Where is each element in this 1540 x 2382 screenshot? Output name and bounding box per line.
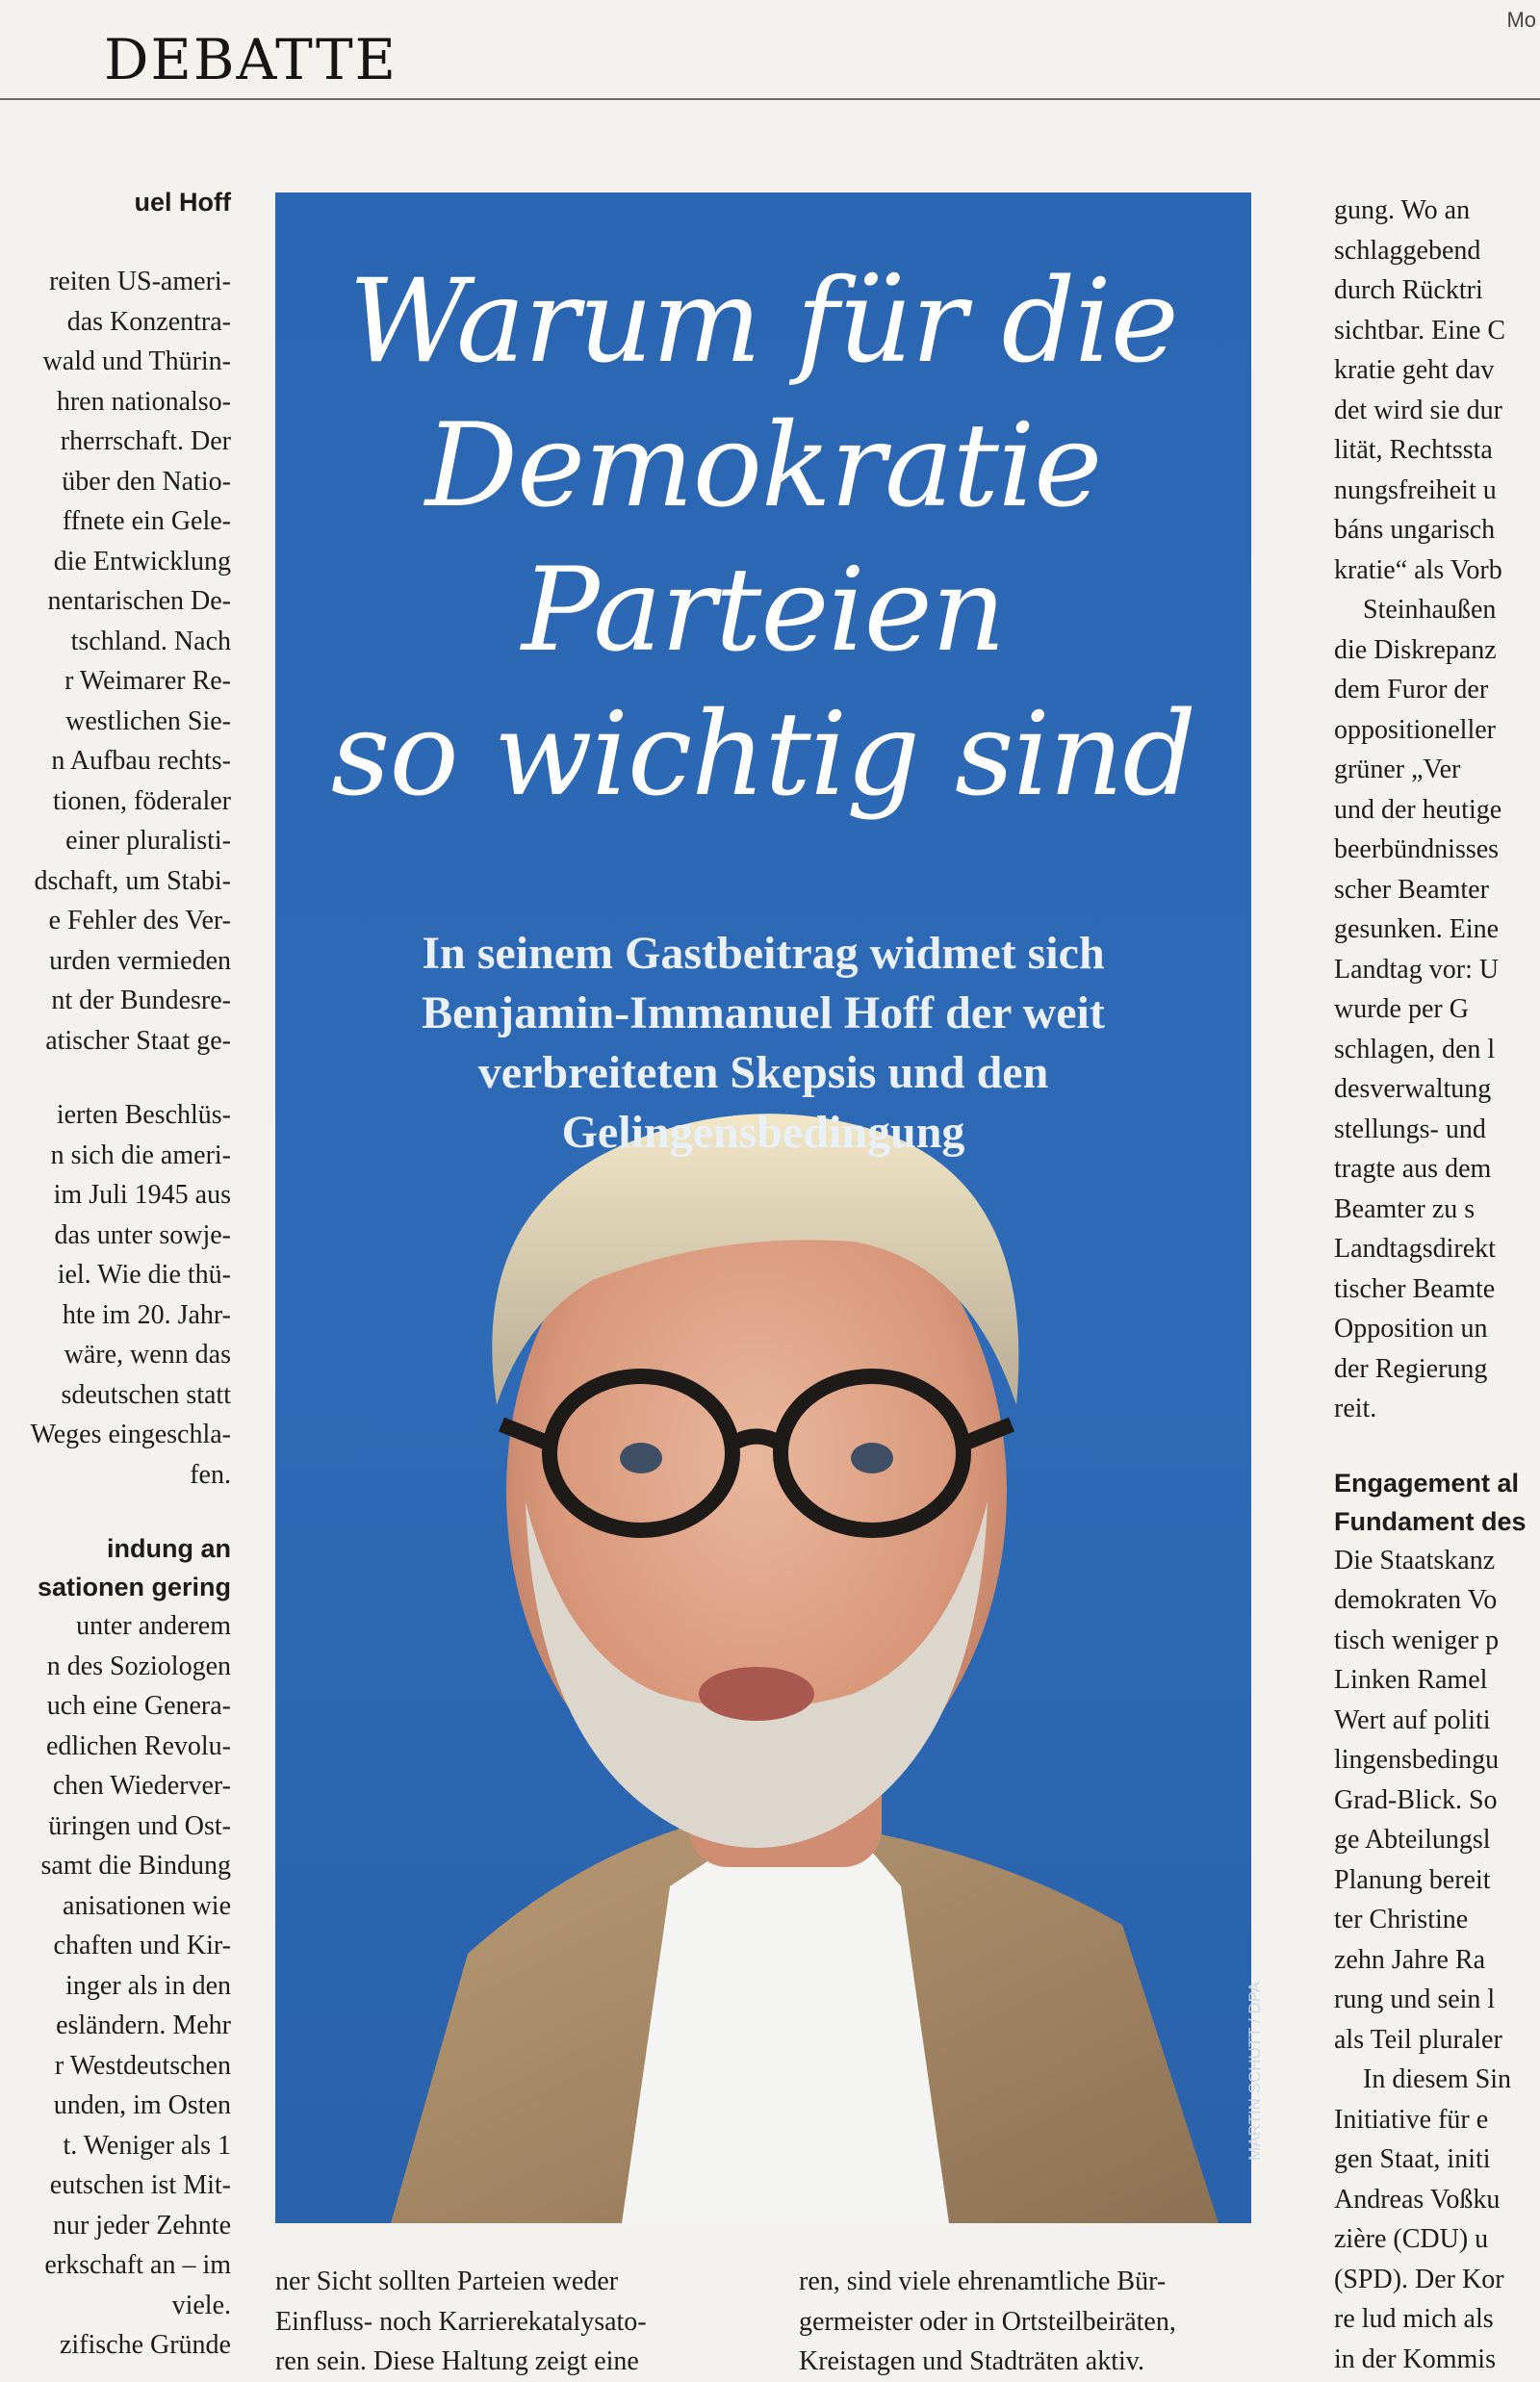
subheading-line: sationen gering: [37, 1573, 231, 1601]
text-line: tschland. Nach: [70, 626, 231, 656]
text-line: n des Soziologen: [46, 1651, 231, 1681]
text-line: scher Beamter: [1334, 874, 1489, 905]
text-line: viele.: [171, 2290, 231, 2320]
text-line: schlagen, den l: [1334, 1034, 1496, 1064]
text-line: zière (CDU) u: [1334, 2224, 1489, 2254]
text-line: n Aufbau rechts-: [51, 746, 231, 776]
text-line: edlichen Revolu-: [45, 1730, 231, 1761]
text-line: Kreistagen und Stadträten aktiv.: [799, 2346, 1144, 2376]
spacer: [1334, 1429, 1540, 1464]
subheading: [0, 1529, 231, 1606]
text-line: ter Christine: [1334, 1905, 1469, 1934]
headline: [275, 250, 1251, 828]
text-line: iel. Wie die thü-: [57, 1260, 231, 1290]
text-line: Steinhaußen: [1363, 595, 1497, 625]
text-line: desverwaltung: [1334, 1074, 1492, 1104]
hero-image-panel: [275, 192, 1264, 2223]
text-line: urden vermieden: [49, 945, 231, 976]
subheadline-line: Benjamin-Immanuel Hoff der weit: [422, 987, 1105, 1038]
text-line: beerbündnisses: [1334, 834, 1500, 864]
text-line: oppositioneller: [1334, 714, 1496, 745]
text-line: die Entwicklung: [53, 546, 231, 576]
text-line: inger als in den: [65, 1970, 231, 2001]
text-line: Weges eingeschla-: [30, 1420, 231, 1449]
text-line: durch Rücktri: [1334, 275, 1483, 305]
subheadline: [314, 924, 1213, 1163]
text-line: gen Staat, initi: [1334, 2144, 1491, 2174]
text-line: hren nationalso-: [56, 386, 231, 417]
text-line: tischer Beamte: [1334, 1273, 1496, 1304]
text-line: zifische Gründe: [59, 2330, 231, 2360]
text-line: Wert auf politi: [1334, 1704, 1491, 1735]
text-line: ierten Beschlüs-: [56, 1100, 231, 1130]
text-line: e Fehler des Ver-: [48, 906, 231, 935]
text-line: In diesem Sin: [1363, 2064, 1511, 2094]
text-line: unter anderem: [76, 1611, 231, 1641]
text-line: gesunken. Eine: [1334, 914, 1500, 944]
text-line: wurde per G: [1334, 994, 1469, 1024]
paragraph: [1334, 1541, 1540, 2380]
subheading: [1334, 1464, 1540, 1541]
subheadline-line: verbreiteten Skepsis und den: [477, 1047, 1049, 1098]
text-line: westlichen Sie-: [65, 705, 231, 736]
text-line: r Weimarer Re-: [64, 666, 231, 696]
text-line: ge Abteilungsl: [1334, 1825, 1491, 1855]
text-line: eutschen ist Mit-: [49, 2170, 231, 2200]
text-line: Die Staatskanz: [1334, 1545, 1496, 1575]
spacer: [0, 221, 231, 262]
text-line: über den Natio-: [62, 466, 231, 497]
text-line: in der Kommis: [1334, 2344, 1496, 2374]
header-rule: [0, 98, 1540, 100]
text-line: dem Furor der: [1334, 675, 1489, 704]
paragraph: [0, 262, 231, 1061]
text-line: einer pluralisti-: [65, 826, 231, 856]
headline-line: Warum für die: [348, 255, 1178, 389]
text-line: dschaft, um Stabi-: [34, 865, 231, 896]
subheading-line: indung an: [107, 1534, 231, 1563]
text-line: nentarischen De-: [47, 586, 231, 616]
text-line: lingensbedingu: [1334, 1745, 1500, 1775]
author-byline: [0, 183, 231, 221]
text-line: chaften und Kir-: [53, 1931, 231, 1960]
subheadline-line: Gelingensbedingung: [561, 1107, 965, 1158]
text-line: Beamter zu s: [1334, 1193, 1476, 1224]
text-line: hte im 20. Jahr-: [62, 1299, 231, 1330]
text-line: tragte aus dem: [1334, 1154, 1492, 1184]
subheadline-line: In seinem Gastbeitrag widmet sich: [422, 928, 1105, 979]
text-line: (SPD). Der Kor: [1334, 2264, 1504, 2294]
text-line: als Teil pluraler: [1334, 2024, 1502, 2055]
text-line: üringen und Ost-: [48, 1810, 231, 1841]
text-line: Landtag vor: U: [1334, 954, 1500, 985]
text-line: Planung bereit: [1334, 1864, 1491, 1895]
text-line: ren, sind viele ehrenamtliche Bür-: [799, 2267, 1167, 2296]
text-line: reiten US-ameri-: [49, 267, 231, 296]
text-line: Andreas Voßku: [1334, 2184, 1501, 2215]
shirt-shape: [622, 1829, 949, 2223]
text-line: n sich die ameri-: [50, 1140, 231, 1170]
text-line: tionen, föderaler: [52, 785, 231, 816]
text-line: reit.: [1334, 1394, 1377, 1423]
byline-line: uel Hoff: [134, 188, 231, 217]
text-line: die Diskrepanz: [1334, 634, 1497, 665]
text-line: erkschaft an – im: [44, 2250, 231, 2280]
text-line: Einfluss- noch Karrierekatalysato-: [275, 2306, 647, 2337]
spacer: [0, 1061, 231, 1095]
paragraph: [0, 1606, 231, 2366]
text-line: stellungs- und: [1334, 1114, 1486, 1144]
text-line: demokraten Vo: [1334, 1585, 1498, 1615]
text-line: anisationen wie: [63, 1890, 231, 1921]
text-line: wäre, wenn das: [64, 1340, 231, 1370]
text-line: nungsfreiheit u: [1334, 474, 1497, 505]
text-line: nur jeder Zehnte: [52, 2210, 231, 2241]
text-line: im Juli 1945 aus: [53, 1180, 231, 1210]
headline-line: Demokratie: [424, 399, 1102, 533]
text-line: rung und sein l: [1334, 1985, 1496, 2014]
headline-line: Parteien: [521, 544, 1006, 678]
text-line: Opposition un: [1334, 1314, 1488, 1344]
right-column: [1334, 191, 1540, 2375]
paragraph: [0, 1095, 231, 1495]
text-line: re lud mich als: [1334, 2304, 1494, 2334]
text-line: ner Sicht sollten Parteien weder: [275, 2267, 619, 2296]
photo-credit: MARTIN SCHUTT / DPA: [1245, 1981, 1264, 2161]
text-line: uch eine Genera-: [46, 1691, 231, 1721]
text-line: kratie geht dav: [1334, 355, 1495, 385]
text-line: lität, Rechtssta: [1334, 435, 1493, 465]
text-line: zehn Jahre Ra: [1334, 1944, 1486, 1975]
text-line: Linken Ramel: [1334, 1665, 1488, 1695]
text-line: sichtbar. Eine C: [1334, 315, 1506, 346]
text-line: ren sein. Diese Haltung zeigt eine: [275, 2346, 639, 2376]
text-line: das unter sowje-: [54, 1219, 231, 1250]
text-line: das Konzentra-: [66, 306, 231, 337]
left-column: [0, 183, 231, 2375]
text-line: rherrschaft. Der: [60, 426, 231, 456]
paragraph: [1334, 191, 1540, 1429]
page-corner-text: Mo: [1506, 8, 1536, 32]
text-line: kratie“ als Vorb: [1334, 554, 1502, 585]
text-line: Landtagsdirekt: [1334, 1234, 1496, 1264]
text-line: samt die Bindung: [40, 1851, 231, 1881]
text-line: nt der Bundesre-: [51, 986, 231, 1015]
text-line: r Westdeutschen: [54, 2050, 231, 2081]
text-line: unden, im Osten: [53, 2090, 231, 2120]
text-line: sdeutschen statt: [61, 1379, 231, 1410]
bottom-column-1: [275, 2262, 761, 2375]
subheading-line: Fundament des: [1334, 1506, 1527, 1536]
section-title: DEBATTE: [104, 27, 398, 92]
text-line: ffnete ein Gele-: [62, 506, 231, 536]
text-line: Grad-Blick. So: [1334, 1784, 1498, 1815]
text-line: fen.: [190, 1459, 231, 1490]
subheading-line: Engagement al: [1334, 1468, 1520, 1498]
text-line: germeister oder in Ortsteilbeiräten,: [799, 2306, 1176, 2337]
text-line: schlaggebend: [1334, 235, 1481, 266]
text-line: esländern. Mehr: [56, 2011, 231, 2040]
bottom-column-2: [799, 2262, 1280, 2375]
text-line: gung. Wo an: [1334, 195, 1471, 225]
text-line: wald und Thürin-: [42, 346, 231, 376]
text-line: grüner „Ver: [1334, 755, 1461, 784]
text-line: báns ungarisch: [1334, 515, 1496, 545]
text-line: det wird sie dur: [1334, 395, 1502, 425]
text-line: tisch weniger p: [1334, 1625, 1500, 1655]
page-header: [0, 0, 1540, 100]
text-line: Initiative für e: [1334, 2104, 1489, 2135]
text-line: und der heutige: [1334, 794, 1502, 825]
text-line: der Regierung: [1334, 1353, 1488, 1384]
text-line: chen Wiederver-: [52, 1771, 231, 1801]
text-line: atischer Staat ge-: [45, 1025, 231, 1056]
headline-line: so wichtig sind: [330, 688, 1196, 822]
text-line: t. Weniger als 1: [63, 2130, 231, 2161]
spacer: [0, 1495, 231, 1529]
